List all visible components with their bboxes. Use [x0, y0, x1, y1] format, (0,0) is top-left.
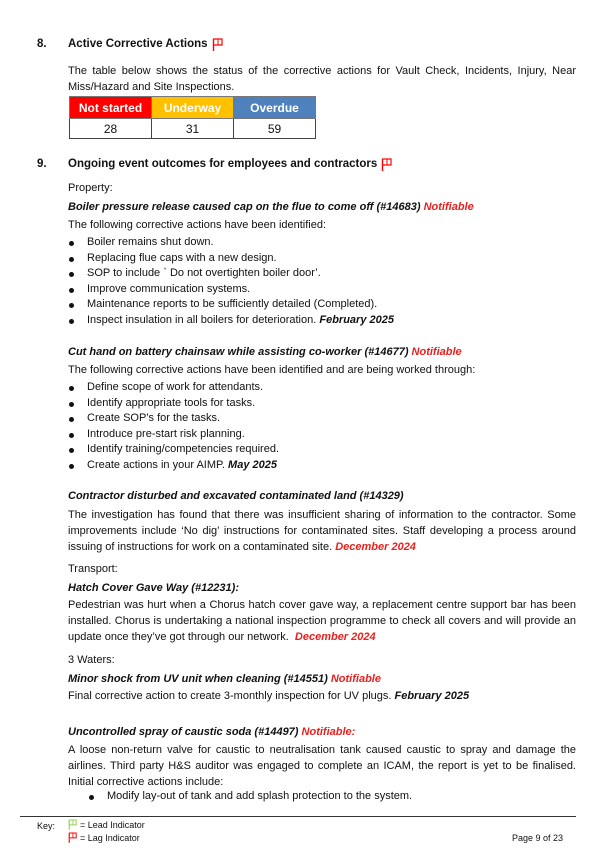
event-body: The investigation has found that there was insufficient sharing of information to the contractor. Some improvements include ‘No dig’ instructions for contaminated sites. Staff developing a process around issuing of instructions for work on a contaminated site. December 2024 [68, 509, 576, 553]
section-9-heading [0, 157, 597, 171]
property-label: Property: [68, 182, 113, 194]
lag-flag-icon [381, 158, 392, 171]
event-title: Minor shock from UV unit when cleaning (#14551) Notifiable [68, 673, 381, 685]
due-date: May 2025 [228, 458, 277, 471]
status-table [69, 96, 316, 139]
event-title: Uncontrolled spray of caustic soda (#14497) Notifiable: [68, 726, 356, 738]
event-title: Cut hand on battery chainsaw while assisting co-worker (#14677) Notifiable [68, 346, 462, 358]
event-intro: The following corrective actions have been identified and are being worked through: [68, 364, 476, 376]
notifiable-tag: Notifiable [423, 201, 474, 213]
waters-label: 3 Waters: [68, 654, 115, 666]
lead-indicator-key: = Lead Indicator [68, 819, 145, 830]
lag-flag-icon [68, 832, 77, 843]
list-item: Create actions in your AIMP. May 2025 [68, 458, 279, 474]
lag-indicator-key: = Lag Indicator [68, 832, 140, 843]
list-item: Replacing flue caps with a new design. [68, 251, 394, 267]
status-table-row [70, 119, 316, 139]
event-title: Contractor disturbed and excavated contaminated land (#14329) [68, 490, 404, 502]
due-date: February 2025 [319, 313, 394, 326]
section-title: Ongoing event outcomes for employees and contractors [68, 158, 378, 170]
lead-flag-icon [68, 819, 77, 830]
list-item: Improve communication systems. [68, 282, 394, 298]
list-item: Define scope of work for attendants. [68, 380, 279, 396]
overdue-value: 59 [234, 119, 316, 139]
transport-label: Transport: [68, 563, 118, 575]
not-started-header: Not started [70, 97, 152, 119]
list-item: Boiler remains shut down. [68, 235, 394, 251]
list-item: SOP to include ` Do not overtighten boiler door’. [68, 266, 394, 282]
event-body: Final corrective action to create 3-monthly inspection for UV plugs. February 2025 [68, 690, 470, 702]
due-date: December 2024 [335, 541, 416, 553]
list-item: Maintenance reports to be sufficiently detailed (Completed). [68, 297, 394, 313]
event-title: Boiler pressure release caused cap on the flue to come off (#14683) Notifiable [68, 201, 474, 213]
list-item: Identify appropriate tools for tasks. [68, 396, 279, 412]
overdue-header: Overdue [234, 97, 316, 119]
not-started-value: 28 [70, 119, 152, 139]
corrective-actions-list [68, 380, 279, 473]
event-title: Hatch Cover Gave Way (#12231): [68, 582, 239, 594]
list-item: Modify lay-out of tank and add splash protection to the system. [88, 789, 412, 805]
corrective-actions-list [88, 789, 412, 805]
underway-value: 31 [152, 119, 234, 139]
list-item: Introduce pre-start risk planning. [68, 427, 279, 443]
notifiable-tag: Notifiable [411, 346, 462, 358]
list-item: Identify training/competencies required. [68, 442, 279, 458]
status-table-header [70, 97, 316, 119]
list-item: Create SOP’s for the tasks. [68, 411, 279, 427]
page-number: Page 9 of 23 [512, 833, 564, 843]
corrective-actions-list [68, 235, 394, 328]
notifiable-tag: Notifiable [330, 673, 381, 685]
event-body: Pedestrian was hurt when a Chorus hatch cover gave way, a replacement centre support bar has been installed. Chorus is undertaking a national inspection programme to check all covers and will provide an update once they’ve got through our network. December 2024 [68, 599, 576, 643]
section-8-intro: The table below shows the status of the corrective actions for Vault Check, Incidents, Injury, Near Miss/Hazard and Site Inspections. [68, 65, 576, 93]
section-8-heading [0, 37, 597, 51]
section-title: Active Corrective Actions [68, 38, 208, 50]
underway-header: Underway [152, 97, 234, 119]
lag-flag-icon [212, 38, 223, 51]
list-item: Inspect insulation in all boilers for deterioration. February 2025 [68, 313, 394, 329]
key-label: Key: [37, 821, 56, 831]
section-number: 8. [37, 38, 47, 50]
notifiable-tag: Notifiable: [301, 726, 356, 738]
footer-divider [20, 816, 576, 817]
due-date: December 2024 [294, 631, 376, 643]
event-body: A loose non-return valve for caustic to neutralisation tank caused caustic to spray and damage the airlines. Third party H&S auditor was engaged to complete an ICAM, the report is yet to be finalised. Initial corrective actions include: [68, 744, 576, 788]
due-date: February 2025 [394, 690, 470, 702]
event-intro: The following corrective actions have been identified: [68, 219, 327, 231]
section-number: 9. [37, 158, 47, 170]
